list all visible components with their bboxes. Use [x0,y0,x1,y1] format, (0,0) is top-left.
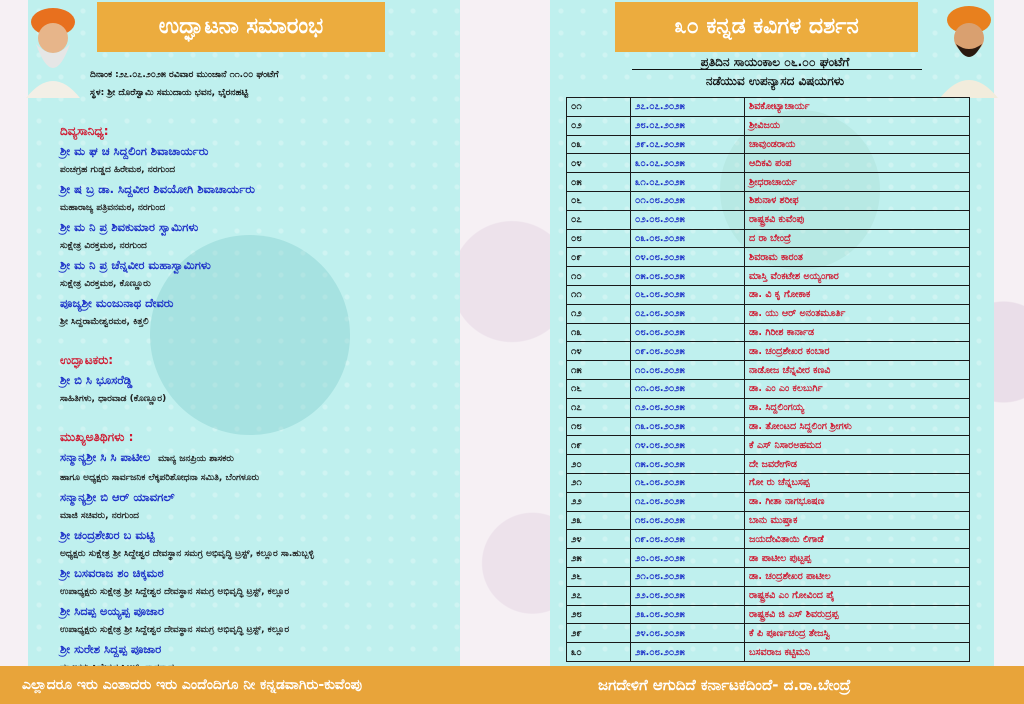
row-topic: ರಾಷ್ಟ್ರಕವಿ ಎಂ ಗೋವಿಂದ ಪೈ [745,586,970,605]
guest-name [60,370,460,390]
footer-quote-kuvempu: ಎಲ್ಲಾದರೂ ಇರು ಎಂತಾದರು ಇರು ಎಂದೆಂದಿಗೂ ನೀ ಕನ್ನಡವಾಗಿರು-ಕುವೆಂಪು [22,677,363,693]
guest-description: ಸುಕ್ಷೇತ್ರ ವಿರಕ್ತಮಠ, ನರಗುಂದ [60,241,147,251]
row-date: ೨೭.೦೭.೨೦೨೫ [631,98,745,117]
row-date: ೦೯.೦೮.೨೦೨೫ [631,342,745,361]
row-number: ೦೫ [567,173,631,192]
row-topic: ಚಾವುಂಡರಾಯ [745,135,970,154]
schedule-row [567,643,970,662]
row-topic: ರಾಷ್ಟ್ರಕವಿ ಜಿ ಎಸ್ ಶಿವರುದ್ರಪ್ಪ [745,605,970,624]
section-heading: ದಿವ್ಯಸಾನಿಧ್ಯ: [60,124,109,138]
footer-quote-bendre: ಜಗದೇಳಿಗೆ ಆಗುದಿದೆ ಕರ್ನಾಟಕದಿಂದೆ- ದ.ರಾ.ಬೇಂದ್ರೆ [598,676,851,694]
row-number: ೨೯ [567,624,631,643]
guest-name [60,217,460,237]
row-date: ೦೩.೦೮.೨೦೨೫ [631,229,745,248]
schedule-row [567,154,970,173]
row-number: ೦೨ [567,116,631,135]
row-topic: ಡಾ. ಚಂದ್ರಶೇಖರ ಪಾಟೀಲ [745,567,970,586]
row-topic: ನಾಡೋಜ ಚೆನ್ನವೀರ ಕಣವಿ [745,361,970,380]
schedule-row [567,173,970,192]
guest-name [60,563,460,583]
row-date: ೨೫.೦೮.೨೦೨೫ [631,643,745,662]
row-number: ೧೪ [567,342,631,361]
row-date: ೦೧.೦೮.೨೦೨೫ [631,191,745,210]
guest-description: ಸಾಹಿತಿಗಳು, ಧಾರವಾಡ (ಕೊಣ್ಣೂರ) [60,394,167,404]
guest-name-text: ಶ್ರೀ ಮ ಘ ಚ ಸಿದ್ದಲಿಂಗ ಶಿವಾಚಾರ್ಯರು [60,144,209,158]
guest-name [60,293,460,313]
row-date: ೧೭.೦೮.೨೦೨೫ [631,492,745,511]
guest-name [60,487,460,507]
guest-name-text: ಶ್ರೀ ಸಿದಪ್ಪ ಅಯ್ಯಪ್ಪ ಪೂಜಾರ [60,604,164,618]
guest-description: ಸುಕ್ಷೇತ್ರ ವಿರಕ್ತಮಠ, ಕೊಣ್ಣೂರು [60,279,151,289]
row-date: ೧೧.೦೮.೨೦೨೫ [631,379,745,398]
row-date: ೩೦.೦೭.೨೦೨೫ [631,154,745,173]
schedule-row [567,549,970,568]
row-date: ೧೦.೦೮.೨೦೨೫ [631,361,745,380]
schedule-row [567,398,970,417]
row-topic: ಗೋ ರು ಚೆನ್ನಬಸಪ್ಪ [745,473,970,492]
row-date: ೦೭.೦೮.೨೦೨೫ [631,304,745,323]
row-date: ೧೫.೦೮.೨೦೨೫ [631,455,745,474]
guest-description: ಹಾಗೂ ಅಧ್ಯಕ್ಷರು ಸಾರ್ವಜನಿಕ ಲೆಕ್ಕಪರಿಶೋಧನಾ ಸಮಿತಿ, ಬೆಂಗಳೂರು [60,473,260,483]
schedule-row [567,492,970,511]
row-date: ೨೩.೦೮.೨೦೨೫ [631,605,745,624]
row-number: ೧೯ [567,436,631,455]
guest-name [60,639,460,659]
guest-name-text: ಶ್ರೀ ಷ ಬ್ರ ಡಾ. ಸಿದ್ದವೀರ ಶಿವಯೋಗಿ ಶಿವಾಚಾರ್ಯರು [60,182,255,196]
schedule-row [567,323,970,342]
schedule-row [567,605,970,624]
row-date: ೨೦.೦೮.೨೦೨೫ [631,549,745,568]
row-date: ೧೪.೦೮.೨೦೨೫ [631,436,745,455]
row-topic: ದ ರಾ ಬೇಂದ್ರೆ [745,229,970,248]
schedule-row [567,361,970,380]
row-date: ೦೪.೦೮.೨೦೨೫ [631,248,745,267]
row-topic: ಬಾನು ಮುಷ್ತಾಕ [745,511,970,530]
schedule-row [567,191,970,210]
row-topic: ಡಾ. ತೋಂಟದ ಸಿದ್ದಲಿಂಗ ಶ್ರೀಗಳು [745,417,970,436]
row-number: ೦೪ [567,154,631,173]
row-topic: ಡಾ. ಸಿದ್ದಲಿಂಗಯ್ಯ [745,398,970,417]
row-number: ೨೩ [567,511,631,530]
schedule-row [567,473,970,492]
row-date: ೩೧.೦೭.೨೦೨೫ [631,173,745,192]
row-number: ೨೮ [567,605,631,624]
schedule-row [567,624,970,643]
row-number: ೧೫ [567,361,631,380]
row-date: ೧೯.೦೮.೨೦೨೫ [631,530,745,549]
schedule-row [567,210,970,229]
guest-name [60,525,460,545]
row-topic: ಡಾ. ಎಂ ಎಂ ಕಲಬುರ್ಗಿ [745,379,970,398]
guest-name [60,255,460,275]
schedule-table [566,97,970,662]
row-topic: ಶಿವಕೋಟ್ಯಾಚಾರ್ಯ [745,98,970,117]
guest-description: ಶ್ರೀ ಸಿದ್ದರಾಮೇಶ್ವರಮಠ, ಕಿತ್ತಲಿ [60,317,149,327]
guest-name [60,447,460,469]
guest-name-text: ಪೂಜ್ಯಶ್ರೀ ಮಂಜುನಾಥ ದೇವರು [60,296,174,310]
row-number: ೦೭ [567,210,631,229]
schedule-row [567,116,970,135]
poet-portrait-left [18,2,88,98]
row-topic: ಕೆ ಪಿ ಪೂರ್ಣಚಂದ್ರ ತೇಜಸ್ವಿ [745,624,970,643]
row-topic: ಬಸವರಾಜ ಕಟ್ಟಿಮನಿ [745,643,970,662]
row-number: ೦೮ [567,229,631,248]
row-topic: ಕೆ ಎಸ್ ನಿಸಾರಅಹಮದ [745,436,970,455]
guest-name-text: ಶ್ರೀ ಚಂದ್ರಶೇಖರ ಬ ಮಟ್ಟಿ [60,528,155,542]
left-title: ಉದ್ಘಾಟನಾ ಸಮಾರಂಭ [97,2,385,52]
row-number: ೨೪ [567,530,631,549]
schedule-row [567,342,970,361]
lecture-time: ಪ್ರತಿದಿನ ಸಾಯಂಕಾಲ ೦೬.೦೦ ಘಂಟೆಗೆ [700,55,850,69]
guest-description: ಅಧ್ಯಕ್ಷರು ಸುಕ್ಷೇತ್ರ ಶ್ರೀ ಸಿದ್ದೇಶ್ವರ ದೇವಸ್ಥಾನ ಸಮಗ್ರ ಅಭಿವೃದ್ಧಿ ಟ್ರಸ್ಟ್, ಕಲ್ಲೂರ ಸಾ.ಹುಬ್ಬಳ್ಳಿ [60,549,314,559]
row-topic: ಡಾ. ಯು ಆರ್ ಅನಂತಮೂರ್ತಿ [745,304,970,323]
schedule-row [567,285,970,304]
section-gap [60,331,460,349]
row-topic: ಡಾ. ವಿ ಕೃ ಗೋಕಾಕ [745,285,970,304]
guest-name-text: ಸನ್ಮಾನ್ಯಶ್ರೀ ಸಿ ಸಿ ಪಾಟೀಲ [60,450,151,464]
schedule-row [567,267,970,286]
row-number: ೨೧ [567,473,631,492]
row-number: ೦೬ [567,191,631,210]
row-topic: ಡಾ. ಚಂದ್ರಶೇಖರ ಕಂಬಾರ [745,342,970,361]
guest-name [60,179,460,199]
right-title: ೩೦ ಕನ್ನಡ ಕವಿಗಳ ದರ್ಶನ [615,2,918,52]
row-date: ೦೮.೦೮.೨೦೨೫ [631,323,745,342]
section-gap [60,408,460,426]
row-topic: ಮಾಸ್ತಿ ವೆಂಕಟೇಶ ಅಯ್ಯಂಗಾರ [745,267,970,286]
guest-description: ಪಂಚಗ್ರಹ ಗುಡ್ಡದ ಹಿರೇಮಠ, ನರಗುಂದ [60,165,176,175]
guest-name-text: ಶ್ರೀ ಸುರೇಶ ಸಿದ್ದಪ್ಪ ಪೂಜಾರ [60,642,162,656]
schedule-row [567,530,970,549]
guest-name-text: ಸನ್ಮಾನ್ಯಶ್ರೀ ಬಿ ಆರ್ ಯಾವಗಲ್ [60,490,175,504]
guest-title: ಮಾನ್ಯ ಜನಪ್ರಿಯ ಶಾಸಕರು [158,454,234,464]
guest-name-text: ಶ್ರೀ ಮ ನಿ ಪ್ರ ಶಿವಕುಮಾರ ಸ್ವಾಮಿಗಳು [60,220,199,234]
row-date: ೨೧.೦೮.೨೦೨೫ [631,567,745,586]
lecture-subtitle: ನಡೆಯುವ ಉಪನ್ಯಾಸದ ವಿಷಯಗಳು [705,74,845,88]
row-topic: ಡಾ. ಗೀತಾ ನಾಗಭೂಷಣ [745,492,970,511]
row-topic: ಶ್ರೀವಿಜಯ [745,116,970,135]
row-number: ೦೩ [567,135,631,154]
row-topic: ದೇ ಜವರೇಗೌಡ [745,455,970,474]
row-date: ೦೨.೦೮.೨೦೨೫ [631,210,745,229]
row-number: ೨೭ [567,586,631,605]
schedule-row [567,417,970,436]
schedule-row [567,455,970,474]
row-topic: ಡಾ. ಗಿರೀಶ ಕಾರ್ನಾಡ [745,323,970,342]
row-number: ೨೬ [567,567,631,586]
schedule-row [567,567,970,586]
event-venue: ಸ್ಥಳ: ಶ್ರೀ ದೊರೆಸ್ವಾಮಿ ಸಮುದಾಯ ಭವನ, ಭೈರನಹಟ್ಟಿ [90,88,249,98]
row-number: ೧೬ [567,379,631,398]
row-date: ೨೯.೦೭.೨೦೨೫ [631,135,745,154]
row-date: ೦೬.೦೮.೨೦೨೫ [631,285,745,304]
row-number: ೧೮ [567,417,631,436]
row-topic: ರಾಷ್ಟ್ರಕವಿ ಕುವೆಂಪು [745,210,970,229]
row-date: ೧೩.೦೮.೨೦೨೫ [631,417,745,436]
row-number: ೧೨ [567,304,631,323]
row-number: ೦೯ [567,248,631,267]
guest-description: ಉಪಾಧ್ಯಕ್ಷರು ಸುಕ್ಷೇತ್ರ ಶ್ರೀ ಸಿದ್ದೇಶ್ವರ ದೇವಸ್ಥಾನ ಸಮಗ್ರ ಅಭಿವೃದ್ಧಿ ಟ್ರಸ್ಟ್, ಕಲ್ಲೂರ [60,625,290,635]
row-number: ೨೦ [567,455,631,474]
guest-description: ಮಾಜಿ ಸಚಿವರು, ನರಗುಂದ [60,511,139,521]
guest-description: ಮಹಾರಾಜ್ಯ ಪತ್ರಿವನಮಠ, ನರಗುಂದ [60,203,166,213]
row-number: ೨೫ [567,549,631,568]
schedule-row [567,98,970,117]
row-date: ೨೮.೦೭.೨೦೨೫ [631,116,745,135]
guest-name [60,601,460,621]
schedule-row [567,379,970,398]
section-heading: ಮುಖ್ಯಅತಿಥಿಗಳು : [60,430,134,444]
schedule-row [567,229,970,248]
row-number: ೧೦ [567,267,631,286]
row-date: ೨೪.೦೮.೨೦೨೫ [631,624,745,643]
row-topic: ಆದಿಕವಿ ಪಂಪ [745,154,970,173]
guest-name-text: ಶ್ರೀ ಬಸವರಾಜ ಶಂ ಚಿಕ್ಕಮಠ [60,566,164,580]
row-date: ೧೨.೦೮.೨೦೨೫ [631,398,745,417]
schedule-row [567,248,970,267]
guest-description: ಉಪಾಧ್ಯಕ್ಷರು ಸುಕ್ಷೇತ್ರ ಶ್ರೀ ಸಿದ್ದೇಶ್ವರ ದೇವಸ್ಥಾನ ಸಮಗ್ರ ಅಭಿವೃದ್ಧಿ ಟ್ರಸ್ಟ್, ಕಲ್ಲೂರ [60,587,290,597]
row-date: ೦೫.೦೮.೨೦೨೫ [631,267,745,286]
row-date: ೨೨.೦೮.೨೦೨೫ [631,586,745,605]
schedule-row [567,135,970,154]
row-number: ೨೨ [567,492,631,511]
event-date: ದಿನಾಂಕ :೨೭.೦೭.೨೦೨೫ ರವಿವಾರ ಮುಂಜಾನೆ ೧೧.೦೦ ಘಂಟೆಗೆ [90,70,279,80]
guest-name-text: ಶ್ರೀ ಮ ನಿ ಪ್ರ ಚೆನ್ನವೀರ ಮಹಾಸ್ವಾಮಿಗಳು [60,258,211,272]
row-number: ೧೭ [567,398,631,417]
guest-list [60,120,460,677]
row-topic: ಡಾ ಪಾಟೀಲ ಪುಟ್ಟಪ್ಪ [745,549,970,568]
row-number: ೩೦ [567,643,631,662]
guest-name-text: ಶ್ರೀ ಬಿ ಸಿ ಭೂಸರೆಡ್ಡಿ [60,373,133,387]
row-number: ೦೧ [567,98,631,117]
row-topic: ಶಿಶುನಾಳ ಶರೀಫ [745,191,970,210]
row-topic: ಶಿವರಾಮ ಕಾರಂತ [745,248,970,267]
row-topic: ಶ್ರೀಧರಾಚಾರ್ಯ [745,173,970,192]
row-date: ೧೮.೦೮.೨೦೨೫ [631,511,745,530]
row-topic: ಜಯದೇವಿತಾಯಿ ಲಿಗಾಡೆ [745,530,970,549]
subtitle-underline [632,69,922,70]
schedule-row [567,436,970,455]
schedule-row [567,586,970,605]
guest-name [60,141,460,161]
section-heading: ಉದ್ಘಾಟಕರು: [60,353,114,367]
row-number: ೧೧ [567,285,631,304]
row-number: ೧೩ [567,323,631,342]
row-date: ೧೬.೦೮.೨೦೨೫ [631,473,745,492]
schedule-row [567,511,970,530]
schedule-row [567,304,970,323]
